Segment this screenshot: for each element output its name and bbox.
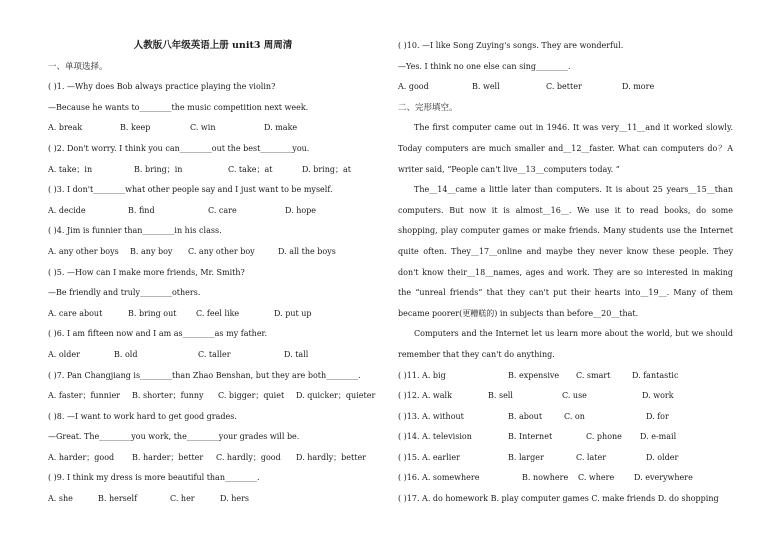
line-text: ( )5. —How can I make more friends, Mr. Smith? xyxy=(48,267,245,277)
line-text: D. quicker；quieter xyxy=(296,391,376,401)
line-text: B. bring out xyxy=(128,308,177,318)
line-text: ( )6. I am fifteen now and I am as________as my father. xyxy=(48,329,268,339)
question-line xyxy=(48,77,378,98)
cloze-option-line xyxy=(398,448,733,469)
question-line xyxy=(48,304,378,325)
line-text: B. well xyxy=(472,82,500,92)
line-text: C. bigger；quiet xyxy=(218,391,285,401)
question-line xyxy=(48,407,378,428)
question-10 xyxy=(398,36,733,98)
line-text: ( )8. —I want to work hard to get good grades. xyxy=(48,411,237,421)
line-text: D. for xyxy=(646,411,669,421)
line-text: ( )14. A. television xyxy=(398,432,472,442)
line-text: A. good xyxy=(398,82,429,92)
line-text: C. smart xyxy=(576,370,611,380)
cloze-option-line xyxy=(398,427,733,448)
line-text: D. everywhere xyxy=(634,473,693,483)
line-text: —Yes. I think no one else can sing________. xyxy=(398,61,571,71)
line-text: —Be friendly and truly________others. xyxy=(48,288,201,298)
line-text: A. faster；funnier xyxy=(48,391,121,401)
line-text: C. taller xyxy=(198,349,231,359)
line-text: B. old xyxy=(114,349,138,359)
question-line xyxy=(48,489,378,510)
line-text: C. feel like xyxy=(196,308,240,318)
line-text: D. tall xyxy=(284,349,309,359)
line-text: A. harder；good xyxy=(48,452,115,462)
line-text: B. larger xyxy=(508,452,544,462)
line-text: C. take；at xyxy=(228,164,273,174)
line-text: C. care xyxy=(208,205,237,215)
line-text: B. harder；better xyxy=(132,452,204,462)
line-text: B. nowhere xyxy=(522,473,569,483)
question-line xyxy=(48,98,378,119)
cloze-paragraph: The first computer came out in 1946. It was very__11__and it worked slowly. Today computers are much smaller and__12__faster. What can computers do？A writer said, “People can't live__13__computers today. ” xyxy=(398,123,733,174)
question-line xyxy=(48,263,378,284)
question-line xyxy=(48,345,378,366)
line-text: A. decide xyxy=(48,205,86,215)
section-heading-single-choice: 一、单项选择。 xyxy=(48,61,108,72)
line-text: ( )10. —I like Song Zuying's songs. They are wonderful. xyxy=(398,41,624,50)
line-text: A. she xyxy=(48,494,73,504)
line-text: ( )3. I don't________what other people say and I just want to be myself. xyxy=(48,185,333,195)
line-text: ( )12. A. walk xyxy=(398,391,452,401)
line-text: C. later xyxy=(576,452,607,462)
cloze-options xyxy=(398,366,733,510)
line-text: A. older xyxy=(48,349,80,359)
question-line xyxy=(48,448,378,469)
cloze-passage xyxy=(398,118,733,365)
left-column xyxy=(48,36,378,510)
page-title: 人教版八年级英语上册 unit3 周周清 xyxy=(133,40,293,51)
line-text: ( )2. Don't worry. I think you can________out the best________you. xyxy=(48,143,310,153)
question-line xyxy=(48,201,378,222)
line-text: B. herself xyxy=(98,494,138,504)
line-text: B. bring；in xyxy=(134,164,183,174)
line-text: B. sell xyxy=(488,391,513,401)
question-line xyxy=(48,118,378,139)
question-line xyxy=(48,468,378,489)
line-text: A. break xyxy=(48,123,83,133)
question-line xyxy=(48,139,378,160)
cloze-option-line xyxy=(398,386,733,407)
line-text: B. about xyxy=(508,411,543,421)
line-text: D. put up xyxy=(274,308,312,318)
line-text: D. bring；at xyxy=(302,164,351,174)
line-text: A. care about xyxy=(48,308,103,318)
cloze-paragraph: The__14__came a little later than computers. It is about 25 years__15__than computers. But now it is almost__16__. We use it to read books, do some shopping, play computer games or make friends. Many students use the Internet quite often. They__17__online and maybe they never know these people. They don't know their__18__names, ages and work. They are so interested in making the “unreal friends” that they can't put their hearts into__19__. Many of them became poorer(更糟糕的) in subjects than before__20__that. xyxy=(398,185,733,318)
line-text: B. Internet xyxy=(508,432,553,442)
line-text: C. use xyxy=(562,391,587,401)
line-text: ( )1. —Why does Bob always practice playing the violin? xyxy=(48,82,276,92)
line-text: D. all the boys xyxy=(278,246,336,256)
line-text: ( )13. A. without xyxy=(398,411,464,421)
line-text: —Because he wants to________the music competition next week. xyxy=(48,102,309,112)
question-line xyxy=(398,36,733,57)
line-text: D. fantastic xyxy=(632,370,679,380)
question-line xyxy=(48,180,378,201)
question-line xyxy=(48,324,378,345)
line-text: ( )4. Jim is funnier than________in his class. xyxy=(48,226,222,236)
line-text: ( )16. A. somewhere xyxy=(398,473,480,483)
single-choice-questions xyxy=(48,77,378,509)
line-text: C. where xyxy=(578,473,615,483)
line-text: D. hers xyxy=(220,494,250,504)
line-text: B. expensive xyxy=(508,370,560,380)
question-line xyxy=(398,57,733,78)
line-text: B. keep xyxy=(120,123,151,133)
line-text: D. hope xyxy=(285,205,317,215)
question-line xyxy=(398,77,733,98)
line-text: D. hardly；better xyxy=(296,452,367,462)
line-text: B. shorter；funny xyxy=(132,391,204,401)
line-text: C. better xyxy=(546,82,582,92)
line-text: A. any other boys xyxy=(48,246,119,256)
line-text: ( )9. I think my dress is more beautiful than________. xyxy=(48,473,260,483)
line-text: D. older xyxy=(646,452,679,462)
question-line xyxy=(48,221,378,242)
line-text: C. any other boy xyxy=(188,246,255,256)
question-line xyxy=(48,283,378,304)
right-column xyxy=(398,36,733,510)
line-text: B. find xyxy=(128,205,155,215)
line-text: A. take；in xyxy=(48,164,93,174)
line-text: ( )15. A. earlier xyxy=(398,452,460,462)
line-text: B. any boy xyxy=(130,246,173,256)
line-text: ( )17. A. do homework B. play computer games C. make friends D. do shopping xyxy=(398,494,719,504)
line-text: C. her xyxy=(170,494,195,504)
cloze-option-line xyxy=(398,489,733,510)
question-line xyxy=(48,366,378,387)
question-line xyxy=(48,242,378,263)
question-line xyxy=(48,427,378,448)
question-line xyxy=(48,386,378,407)
line-text: D. e-mail xyxy=(640,432,677,442)
line-text: ( )11. A. big xyxy=(398,370,446,380)
section-heading-cloze: 二、完形填空。 xyxy=(398,102,458,113)
cloze-option-line xyxy=(398,366,733,387)
line-text: —Great. The________you work, the________your grades will be. xyxy=(48,432,300,442)
cloze-option-line xyxy=(398,468,733,489)
line-text: C. hardly；good xyxy=(216,452,281,462)
line-text: C. win xyxy=(190,123,216,133)
cloze-option-line xyxy=(398,407,733,428)
line-text: C. on xyxy=(564,411,585,421)
cloze-paragraph: Computers and the Internet let us learn more about the world, but we should remember that they can't do anything. xyxy=(398,329,733,359)
line-text: D. work xyxy=(642,391,674,401)
line-text: C. phone xyxy=(586,432,622,442)
line-text: ( )7. Pan Changjiang is________than Zhao Benshan, but they are both________. xyxy=(48,370,361,380)
question-line xyxy=(48,160,378,181)
line-text: D. more xyxy=(622,82,655,92)
line-text: D. make xyxy=(264,123,298,133)
